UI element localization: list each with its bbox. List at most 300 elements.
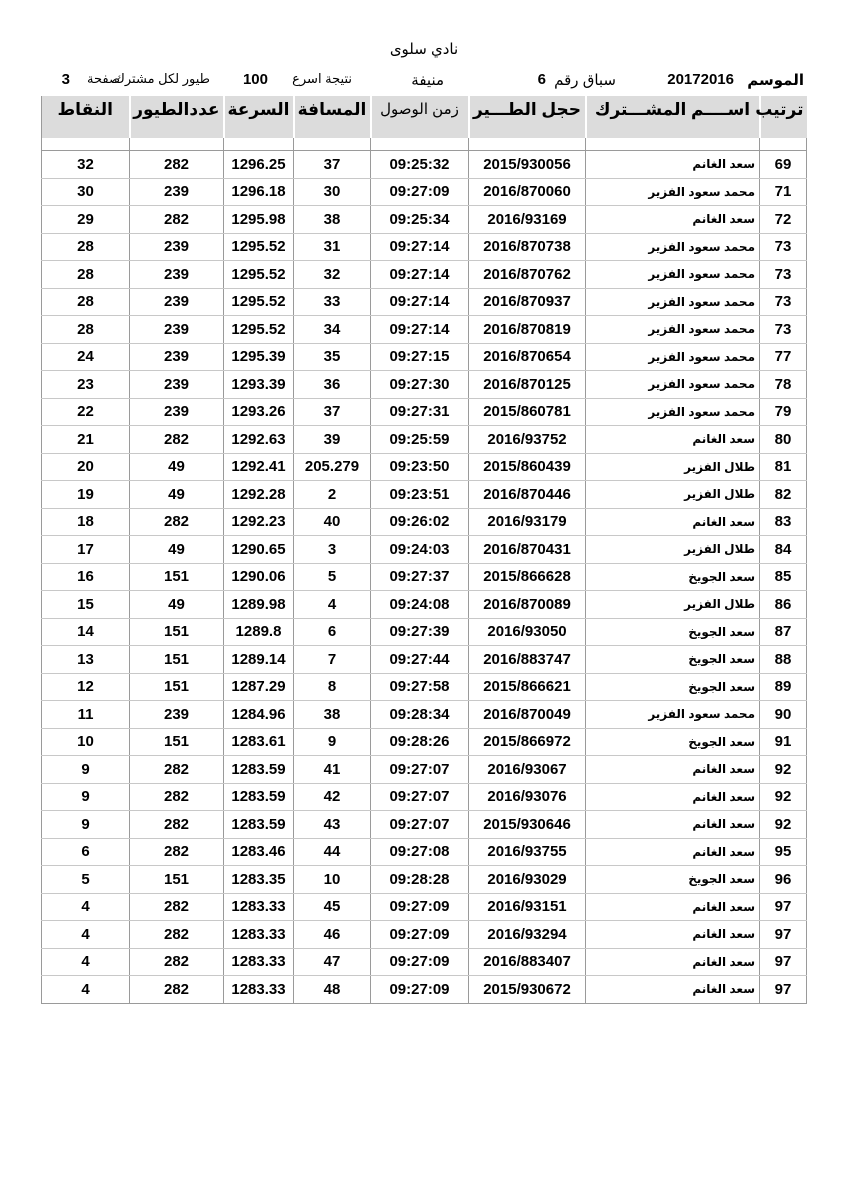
arrival-time-cell: 09:25:59 [371,426,469,454]
bird-count-cell: 239 [130,288,224,316]
participant-name-cell: سعد الغانم [586,206,760,234]
arrival-time-cell: 09:27:39 [371,618,469,646]
speed-cell: 1283.61 [224,728,294,756]
arrival-time-cell: 09:27:44 [371,646,469,674]
rank-cell: 92 [760,783,807,811]
table-row [42,673,807,701]
bird-ring-cell: 2015/860439 [469,453,586,481]
bird-ring-cell: 2016/93050 [469,618,586,646]
arrival-time-cell: 09:27:30 [371,371,469,399]
participant-name-cell: سعد الغانم [586,151,760,179]
participant-name-cell: محمد سعود الفزير [586,701,760,729]
rank-cell: 92 [760,756,807,784]
bird-count-cell: 239 [130,398,224,426]
participant-name-cell: سعد الجويخ [586,728,760,756]
rank-cell: 69 [760,151,807,179]
bird-count-cell: 282 [130,426,224,454]
bird-ring-cell: 2016/883747 [469,646,586,674]
header-distance: المسافة [294,96,371,138]
distance-cell: 37 [294,398,371,426]
bird-ring-cell: 2016/93067 [469,756,586,784]
bird-ring-cell: 2016/870654 [469,343,586,371]
speed-cell: 1295.98 [224,206,294,234]
distance-cell: 4 [294,591,371,619]
table-row [42,178,807,206]
table-row [42,508,807,536]
arrival-time-cell: 09:27:09 [371,921,469,949]
points-cell: 4 [42,948,130,976]
participant-name-cell: سعد الغانم [586,948,760,976]
header-participant-name: اســــم المشـــترك [586,96,760,138]
arrival-time-cell: 09:24:08 [371,591,469,619]
distance-cell: 42 [294,783,371,811]
speed-cell: 1296.25 [224,151,294,179]
bird-count-cell: 282 [130,206,224,234]
table-row [42,783,807,811]
points-cell: 16 [42,563,130,591]
rank-cell: 88 [760,646,807,674]
bird-ring-cell: 2016/870762 [469,261,586,289]
bird-ring-cell: 2015/930646 [469,811,586,839]
points-cell: 20 [42,453,130,481]
speed-cell: 1283.59 [224,783,294,811]
participant-name-cell: محمد سعود الفزير [586,233,760,261]
participant-name-cell: سعد الغانم [586,426,760,454]
participant-name-cell: محمد سعود الفزير [586,398,760,426]
bird-ring-cell: 2016/93179 [469,508,586,536]
bird-ring-cell: 2015/866972 [469,728,586,756]
speed-cell: 1289.98 [224,591,294,619]
points-cell: 12 [42,673,130,701]
bird-count-cell: 239 [130,371,224,399]
points-cell: 32 [42,151,130,179]
distance-cell: 8 [294,673,371,701]
rank-cell: 77 [760,343,807,371]
header-bird-count: عددالطيور [130,96,224,138]
bird-ring-cell: 2016/93752 [469,426,586,454]
table-row [42,371,807,399]
points-cell: 6 [42,838,130,866]
table-header-row [42,96,807,138]
table-row [42,536,807,564]
rank-cell: 73 [760,233,807,261]
bird-count-cell: 282 [130,893,224,921]
points-cell: 15 [42,591,130,619]
participant-name-cell: سعد الجويخ [586,563,760,591]
header-speed: السرعة [224,96,294,138]
page-label: صفحة [87,71,120,86]
arrival-time-cell: 09:28:28 [371,866,469,894]
bird-ring-cell: 2016/93076 [469,783,586,811]
participant-name-cell: طلال الفزير [586,481,760,509]
table-row [42,701,807,729]
speed-cell: 1283.59 [224,756,294,784]
rank-cell: 97 [760,893,807,921]
table-row [42,316,807,344]
points-cell: 13 [42,646,130,674]
participant-name-cell: محمد سعود الفزير [586,316,760,344]
table-row [42,838,807,866]
bird-ring-cell: 2016/870089 [469,591,586,619]
distance-cell: 32 [294,261,371,289]
result-value: 100 [242,71,268,88]
speed-cell: 1292.63 [224,426,294,454]
bird-ring-cell: 2016/93755 [469,838,586,866]
distance-cell: 30 [294,178,371,206]
club-name: نادي سلوى [389,41,459,58]
table-row [42,563,807,591]
participant-name-cell: طلال الفزير [586,536,760,564]
rank-cell: 81 [760,453,807,481]
distance-cell: 41 [294,756,371,784]
participant-name-cell: سعد الغانم [586,756,760,784]
participant-name-cell: محمد سعود الفزير [586,261,760,289]
table-row [42,728,807,756]
speed-cell: 1287.29 [224,673,294,701]
table-row [42,288,807,316]
bird-ring-cell: 2015/930672 [469,976,586,1004]
arrival-time-cell: 09:27:58 [371,673,469,701]
points-cell: 18 [42,508,130,536]
table-row [42,343,807,371]
arrival-time-cell: 09:27:15 [371,343,469,371]
bird-count-cell: 282 [130,921,224,949]
distance-cell: 38 [294,206,371,234]
rank-cell: 86 [760,591,807,619]
bird-count-cell: 282 [130,948,224,976]
rank-cell: 84 [760,536,807,564]
arrival-time-cell: 09:28:34 [371,701,469,729]
bird-count-cell: 49 [130,481,224,509]
race-label: سباق رقم [554,72,616,89]
bird-count-cell: 151 [130,618,224,646]
bird-count-cell: 282 [130,151,224,179]
results-body [42,138,807,1003]
table-row [42,646,807,674]
points-cell: 14 [42,618,130,646]
distance-cell: 3 [294,536,371,564]
distance-cell: 37 [294,151,371,179]
participant-name-cell: محمد سعود الفزير [586,343,760,371]
arrival-time-cell: 09:27:09 [371,893,469,921]
speed-cell: 1292.41 [224,453,294,481]
bird-ring-cell: 2016/870431 [469,536,586,564]
speed-cell: 1289.8 [224,618,294,646]
distance-cell: 40 [294,508,371,536]
speed-cell: 1290.65 [224,536,294,564]
participant-name-cell: سعد الجويخ [586,618,760,646]
bird-ring-cell: 2016/870446 [469,481,586,509]
speed-cell: 1283.46 [224,838,294,866]
bird-count-cell: 49 [130,591,224,619]
speed-cell: 1283.33 [224,948,294,976]
table-row [42,921,807,949]
rank-cell: 72 [760,206,807,234]
table-row [42,591,807,619]
table-row [42,481,807,509]
arrival-time-cell: 09:27:37 [371,563,469,591]
bird-ring-cell: 2016/870937 [469,288,586,316]
participant-name-cell: محمد سعود الفزير [586,288,760,316]
points-cell: 5 [42,866,130,894]
distance-cell: 6 [294,618,371,646]
rank-cell: 73 [760,288,807,316]
speed-cell: 1295.52 [224,316,294,344]
rank-cell: 96 [760,866,807,894]
rank-cell: 97 [760,976,807,1004]
table-row [42,426,807,454]
season-value: 20172016 [667,71,734,88]
table-row [42,618,807,646]
bird-ring-cell: 2015/866628 [469,563,586,591]
rank-cell: 91 [760,728,807,756]
bird-count-cell: 151 [130,563,224,591]
arrival-time-cell: 09:27:09 [371,948,469,976]
table-row [42,756,807,784]
arrival-time-cell: 09:27:08 [371,838,469,866]
rank-cell: 90 [760,701,807,729]
bird-ring-cell: 2016/870819 [469,316,586,344]
arrival-time-cell: 09:27:14 [371,261,469,289]
distance-cell: 48 [294,976,371,1004]
rank-cell: 73 [760,316,807,344]
participant-name-cell: سعد الغانم [586,893,760,921]
rank-cell: 73 [760,261,807,289]
table-row [42,233,807,261]
bird-count-cell: 239 [130,343,224,371]
arrival-time-cell: 09:27:14 [371,233,469,261]
bird-count-cell: 151 [130,866,224,894]
speed-cell: 1290.06 [224,563,294,591]
rank-cell: 92 [760,811,807,839]
points-cell: 22 [42,398,130,426]
bird-count-cell: 239 [130,178,224,206]
points-cell: 23 [42,371,130,399]
distance-cell: 10 [294,866,371,894]
rank-cell: 97 [760,948,807,976]
bird-count-cell: 282 [130,508,224,536]
participant-name-cell: سعد الغانم [586,921,760,949]
rank-cell: 80 [760,426,807,454]
table-row [42,206,807,234]
participant-name-cell: سعد الغانم [586,508,760,536]
distance-cell: 2 [294,481,371,509]
distance-cell: 47 [294,948,371,976]
points-cell: 30 [42,178,130,206]
participant-name-cell: محمد سعود الفزير [586,371,760,399]
bird-ring-cell: 2016/870049 [469,701,586,729]
participant-name-cell: محمد سعود الفزير [586,178,760,206]
speed-cell: 1283.33 [224,921,294,949]
arrival-time-cell: 09:25:34 [371,206,469,234]
arrival-time-cell: 09:23:51 [371,481,469,509]
bird-ring-cell: 2015/930056 [469,151,586,179]
speed-cell: 1295.39 [224,343,294,371]
rank-cell: 82 [760,481,807,509]
points-cell: 19 [42,481,130,509]
distance-cell: 45 [294,893,371,921]
bird-ring-cell: 2016/870060 [469,178,586,206]
table-row [42,976,807,1004]
season-label: الموسم [747,72,804,89]
bird-ring-cell: 2016/93169 [469,206,586,234]
speed-cell: 1284.96 [224,701,294,729]
participant-name-cell: طلال الفزير [586,453,760,481]
arrival-time-cell: 09:27:14 [371,288,469,316]
points-cell: 28 [42,316,130,344]
points-cell: 9 [42,756,130,784]
speed-cell: 1283.33 [224,976,294,1004]
participant-name-cell: سعد الجويخ [586,646,760,674]
points-cell: 28 [42,233,130,261]
table-row [42,866,807,894]
speed-cell: 1295.52 [224,233,294,261]
table-row [42,151,807,179]
distance-cell: 7 [294,646,371,674]
points-cell: 29 [42,206,130,234]
points-cell: 11 [42,701,130,729]
arrival-time-cell: 09:26:02 [371,508,469,536]
location: منيفة [411,72,444,89]
distance-cell: 31 [294,233,371,261]
arrival-time-cell: 09:27:09 [371,976,469,1004]
table-row [42,811,807,839]
distance-cell: 205.279 [294,453,371,481]
bird-count-cell: 282 [130,756,224,784]
table-row [42,261,807,289]
bird-ring-cell: 2015/866621 [469,673,586,701]
speed-cell: 1283.33 [224,893,294,921]
table-row [42,893,807,921]
speed-cell: 1295.52 [224,288,294,316]
birds-per-participant-label: طيور لكل مشترك [114,71,210,86]
rank-cell: 78 [760,371,807,399]
rank-cell: 87 [760,618,807,646]
header-bird-ring: حجل الطـــير [469,96,586,138]
participant-name-cell: طلال الفزير [586,591,760,619]
bird-count-cell: 151 [130,673,224,701]
speed-cell: 1289.14 [224,646,294,674]
participant-name-cell: سعد الغانم [586,976,760,1004]
page-number: 3 [61,71,70,88]
distance-cell: 38 [294,701,371,729]
bird-ring-cell: 2016/870738 [469,233,586,261]
distance-cell: 36 [294,371,371,399]
rank-cell: 89 [760,673,807,701]
participant-name-cell: سعد الجويخ [586,866,760,894]
rank-cell: 71 [760,178,807,206]
bird-count-cell: 151 [130,728,224,756]
speed-cell: 1293.39 [224,371,294,399]
arrival-time-cell: 09:27:07 [371,811,469,839]
header-arrival-time: زمن الوصول [371,96,469,138]
distance-cell: 5 [294,563,371,591]
speed-cell: 1296.18 [224,178,294,206]
table-row [42,948,807,976]
participant-name-cell: سعد الغانم [586,838,760,866]
arrival-time-cell: 09:28:26 [371,728,469,756]
distance-cell: 35 [294,343,371,371]
bird-count-cell: 151 [130,646,224,674]
arrival-time-cell: 09:24:03 [371,536,469,564]
bird-count-cell: 282 [130,783,224,811]
points-cell: 4 [42,893,130,921]
race-value: 6 [537,71,546,88]
bird-ring-cell: 2016/93029 [469,866,586,894]
bird-count-cell: 49 [130,453,224,481]
arrival-time-cell: 09:27:07 [371,783,469,811]
speed-cell: 1293.26 [224,398,294,426]
participant-name-cell: سعد الجويخ [586,673,760,701]
speed-cell: 1283.35 [224,866,294,894]
bird-ring-cell: 2016/870125 [469,371,586,399]
table-row [42,398,807,426]
bird-count-cell: 239 [130,701,224,729]
bird-count-cell: 282 [130,811,224,839]
distance-cell: 39 [294,426,371,454]
participant-name-cell: سعد الغانم [586,811,760,839]
points-cell: 24 [42,343,130,371]
distance-cell: 43 [294,811,371,839]
rank-cell: 85 [760,563,807,591]
bird-ring-cell: 2016/93294 [469,921,586,949]
bird-count-cell: 282 [130,838,224,866]
speed-cell: 1292.28 [224,481,294,509]
points-cell: 9 [42,811,130,839]
bird-ring-cell: 2015/860781 [469,398,586,426]
bird-ring-cell: 2016/883407 [469,948,586,976]
header-spacer-row [42,138,807,151]
arrival-time-cell: 09:27:09 [371,178,469,206]
arrival-time-cell: 09:25:32 [371,151,469,179]
points-cell: 28 [42,288,130,316]
points-cell: 9 [42,783,130,811]
points-cell: 4 [42,921,130,949]
points-cell: 4 [42,976,130,1004]
speed-cell: 1283.59 [224,811,294,839]
rank-cell: 97 [760,921,807,949]
distance-cell: 44 [294,838,371,866]
distance-cell: 34 [294,316,371,344]
arrival-time-cell: 09:23:50 [371,453,469,481]
participant-name-cell: سعد الغانم [586,783,760,811]
bird-count-cell: 239 [130,316,224,344]
arrival-time-cell: 09:27:07 [371,756,469,784]
bird-count-cell: 49 [130,536,224,564]
bird-count-cell: 282 [130,976,224,1004]
points-cell: 17 [42,536,130,564]
points-cell: 21 [42,426,130,454]
arrival-time-cell: 09:27:14 [371,316,469,344]
distance-cell: 9 [294,728,371,756]
arrival-time-cell: 09:27:31 [371,398,469,426]
rank-cell: 79 [760,398,807,426]
bird-count-cell: 239 [130,261,224,289]
result-label: نتيجة اسرع [292,71,352,86]
header-rank: ترتيب [760,96,807,138]
speed-cell: 1295.52 [224,261,294,289]
speed-cell: 1292.23 [224,508,294,536]
bird-count-cell: 239 [130,233,224,261]
rank-cell: 83 [760,508,807,536]
results-table [41,96,807,1004]
distance-cell: 46 [294,921,371,949]
header-points: النقاط [42,96,130,138]
rank-cell: 95 [760,838,807,866]
bird-ring-cell: 2016/93151 [469,893,586,921]
table-row [42,453,807,481]
distance-cell: 33 [294,288,371,316]
